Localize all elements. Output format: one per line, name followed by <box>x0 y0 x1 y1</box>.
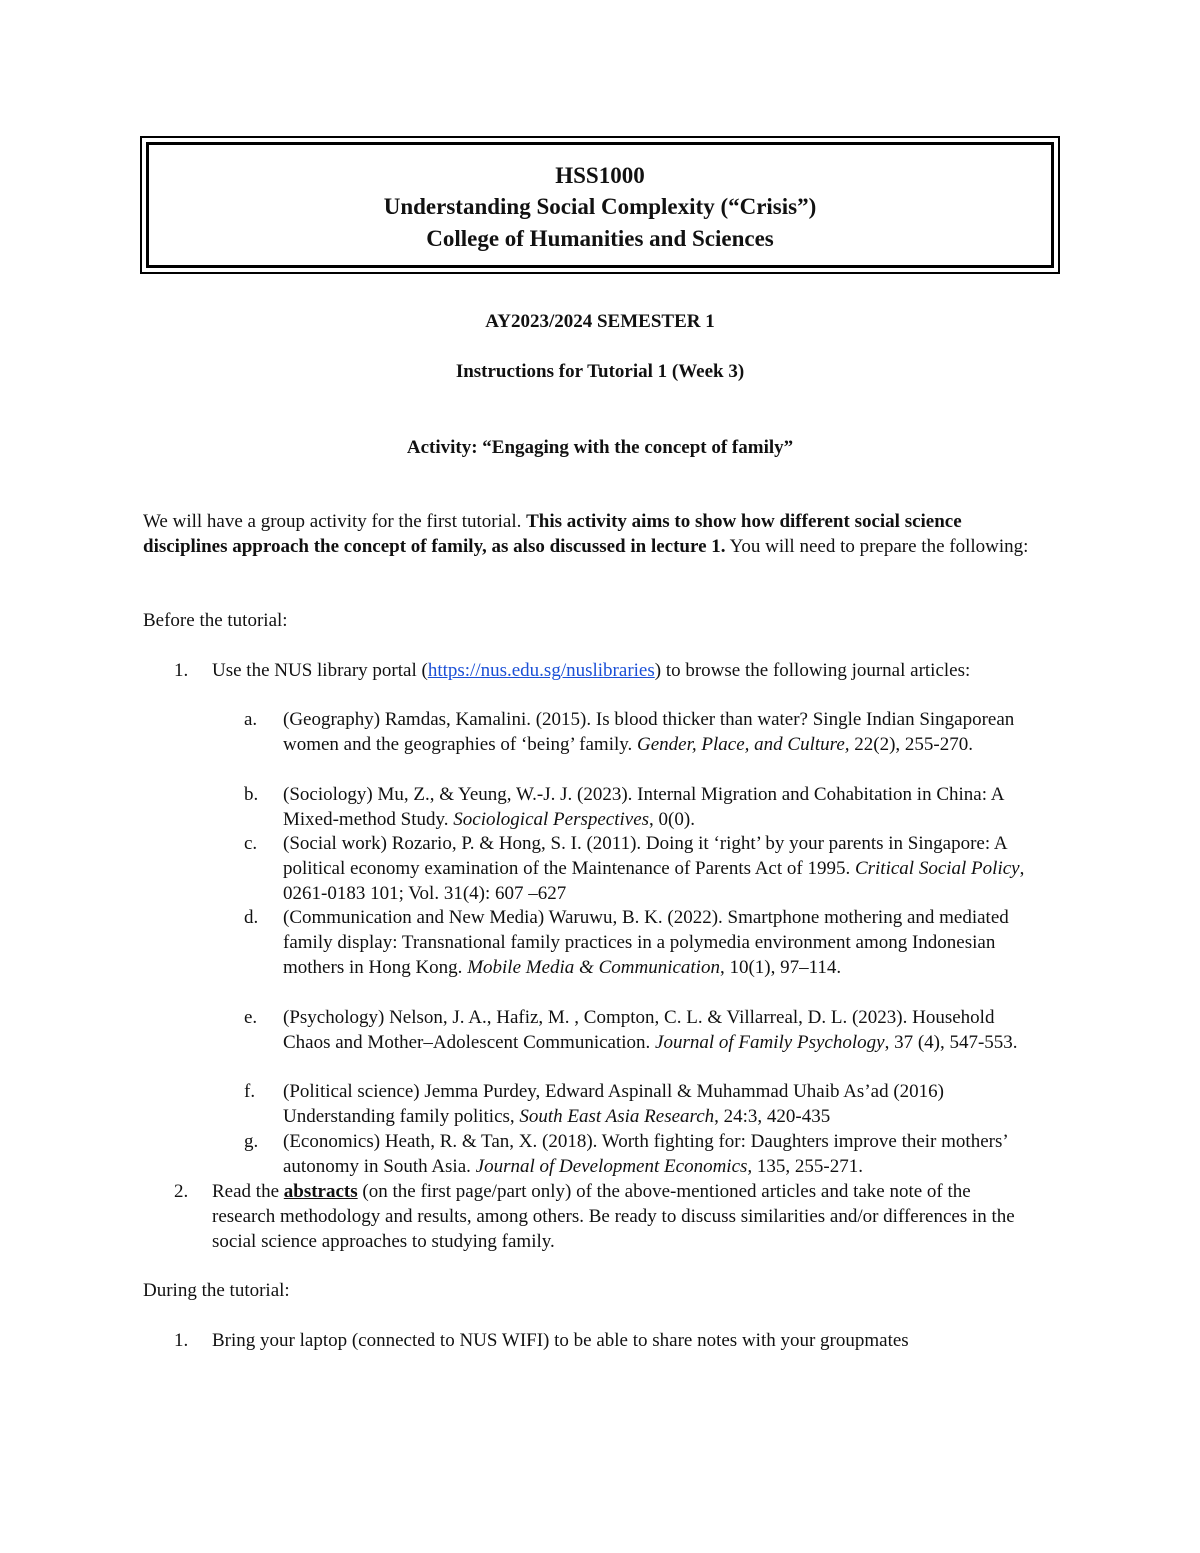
article-text: (Sociology) Mu, Z., & Yeung, W.-J. J. (2023). Internal Migration and Cohabitation in China: A Mixed-method Study. <box>283 784 1004 830</box>
article-tail: , 37 (4), 547-553. <box>884 1032 1018 1053</box>
intro-text-1: We will have a group activity for the first tutorial. <box>143 511 527 532</box>
article-text: (Geography) Ramdas, Kamalini. (2015). Is blood thicker than water? Single Indian Singaporean women and the geographies of ‘being’ family. <box>283 709 1015 755</box>
during-item-1-number: 1. <box>174 1330 189 1351</box>
before-item-2-number: 2. <box>174 1181 189 1202</box>
intro-text-2: You will need to prepare the following: <box>725 536 1029 557</box>
article-citation <box>283 1079 1043 1129</box>
article-letter: e. <box>244 1007 258 1028</box>
before-item-2-text <box>212 1179 1037 1254</box>
article-citation <box>283 1005 1043 1055</box>
article-letter: b. <box>244 784 259 805</box>
article-citation <box>283 905 1043 980</box>
article-tail: 22(2), 255-270. <box>849 734 973 755</box>
before-item-1-number: 1. <box>174 660 189 681</box>
activity-heading: Activity: “Engaging with the concept of family” <box>406 437 794 458</box>
abstracts-emphasis: abstracts <box>283 1181 358 1202</box>
article-journal: Gender, Place, and Culture, <box>637 734 850 755</box>
article-text: (Psychology) Nelson, J. A., Hafiz, M. , Compton, C. L. & Villarreal, D. L. (2023). Household Chaos and Mother–Adolescent Communication. <box>283 1007 995 1053</box>
article-letter: g. <box>244 1131 259 1152</box>
article-text: (Social work) Rozario, P. & Hong, S. I. (2011). Doing it ‘right’ by your parents in Singapore: A political economy examination of the Maintenance of Parents Act of 1995. <box>283 833 1007 879</box>
before-item-2-post: (on the first page/part only) of the above-mentioned articles and take note of the research methodology and results, among others. Be ready to discuss similarities and/or differences in the social science approaches to studying family. <box>212 1181 1015 1252</box>
article-journal: Journal of Development Economics, <box>475 1156 753 1177</box>
article-citation <box>283 782 1043 832</box>
article-tail: , 0261-0183 101; Vol. 31(4): 607 –627 <box>283 858 1025 904</box>
nus-library-link[interactable]: https://nus.edu.sg/nuslibraries <box>427 660 655 681</box>
article-journal: Critical Social Policy <box>854 858 1020 879</box>
before-item-1-post: ) to browse the following journal articles: <box>654 660 971 681</box>
before-heading: Before the tutorial: <box>143 610 288 631</box>
course-title: Understanding Social Complexity (“Crisis”) <box>383 194 817 219</box>
article-tail: , 0(0). <box>649 809 695 830</box>
article-letter: a. <box>244 709 258 730</box>
before-item-1-text <box>212 658 1037 683</box>
article-citation <box>283 1129 1043 1179</box>
before-item-1-pre: Use the NUS library portal ( <box>212 660 428 681</box>
article-citation <box>283 831 1043 906</box>
article-journal: Mobile Media & Communication <box>467 957 720 978</box>
title-box <box>146 142 1054 268</box>
article-letter: f. <box>244 1081 256 1102</box>
article-tail: , 10(1), 97–114. <box>719 957 842 978</box>
semester-heading: AY2023/2024 SEMESTER 1 <box>485 311 715 332</box>
intro-bold-text: This activity aims to show how different social science disciplines approach the concept of family, as also discussed in lecture 1. <box>143 511 962 557</box>
article-journal: Sociological Perspectives <box>453 809 650 830</box>
instructions-heading: Instructions for Tutorial 1 (Week 3) <box>455 361 745 382</box>
during-item-1-text: Bring your laptop (connected to NUS WIFI) to be able to share notes with your groupmates <box>212 1330 909 1351</box>
course-code: HSS1000 <box>555 163 645 188</box>
intro-paragraph <box>143 509 1043 559</box>
article-journal: South East Asia Research <box>519 1106 715 1127</box>
before-item-2-pre: Read the <box>212 1181 284 1202</box>
during-heading: During the tutorial: <box>143 1280 290 1301</box>
article-text: (Economics) Heath, R. & Tan, X. (2018). Worth fighting for: Daughters improve their mothers’ autonomy in South Asia. <box>283 1131 1008 1177</box>
article-text: (Political science) Jemma Purdey, Edward Aspinall & Muhammad Uhaib As’ad (2016) Understanding family politics, <box>283 1081 944 1127</box>
article-tail: 135, 255-271. <box>752 1156 863 1177</box>
article-letter: c. <box>244 833 258 854</box>
article-journal: Journal of Family Psychology <box>655 1032 885 1053</box>
article-tail: , 24:3, 420-435 <box>714 1106 831 1127</box>
college-name: College of Humanities and Sciences <box>426 226 774 251</box>
article-letter: d. <box>244 907 259 928</box>
article-citation <box>283 707 1043 757</box>
article-text: (Communication and New Media) Waruwu, B. K. (2022). Smartphone mothering and mediated family display: Transnational family practices in a polymedia environment among Indonesian mothers in Hong Kong. <box>283 907 1009 978</box>
